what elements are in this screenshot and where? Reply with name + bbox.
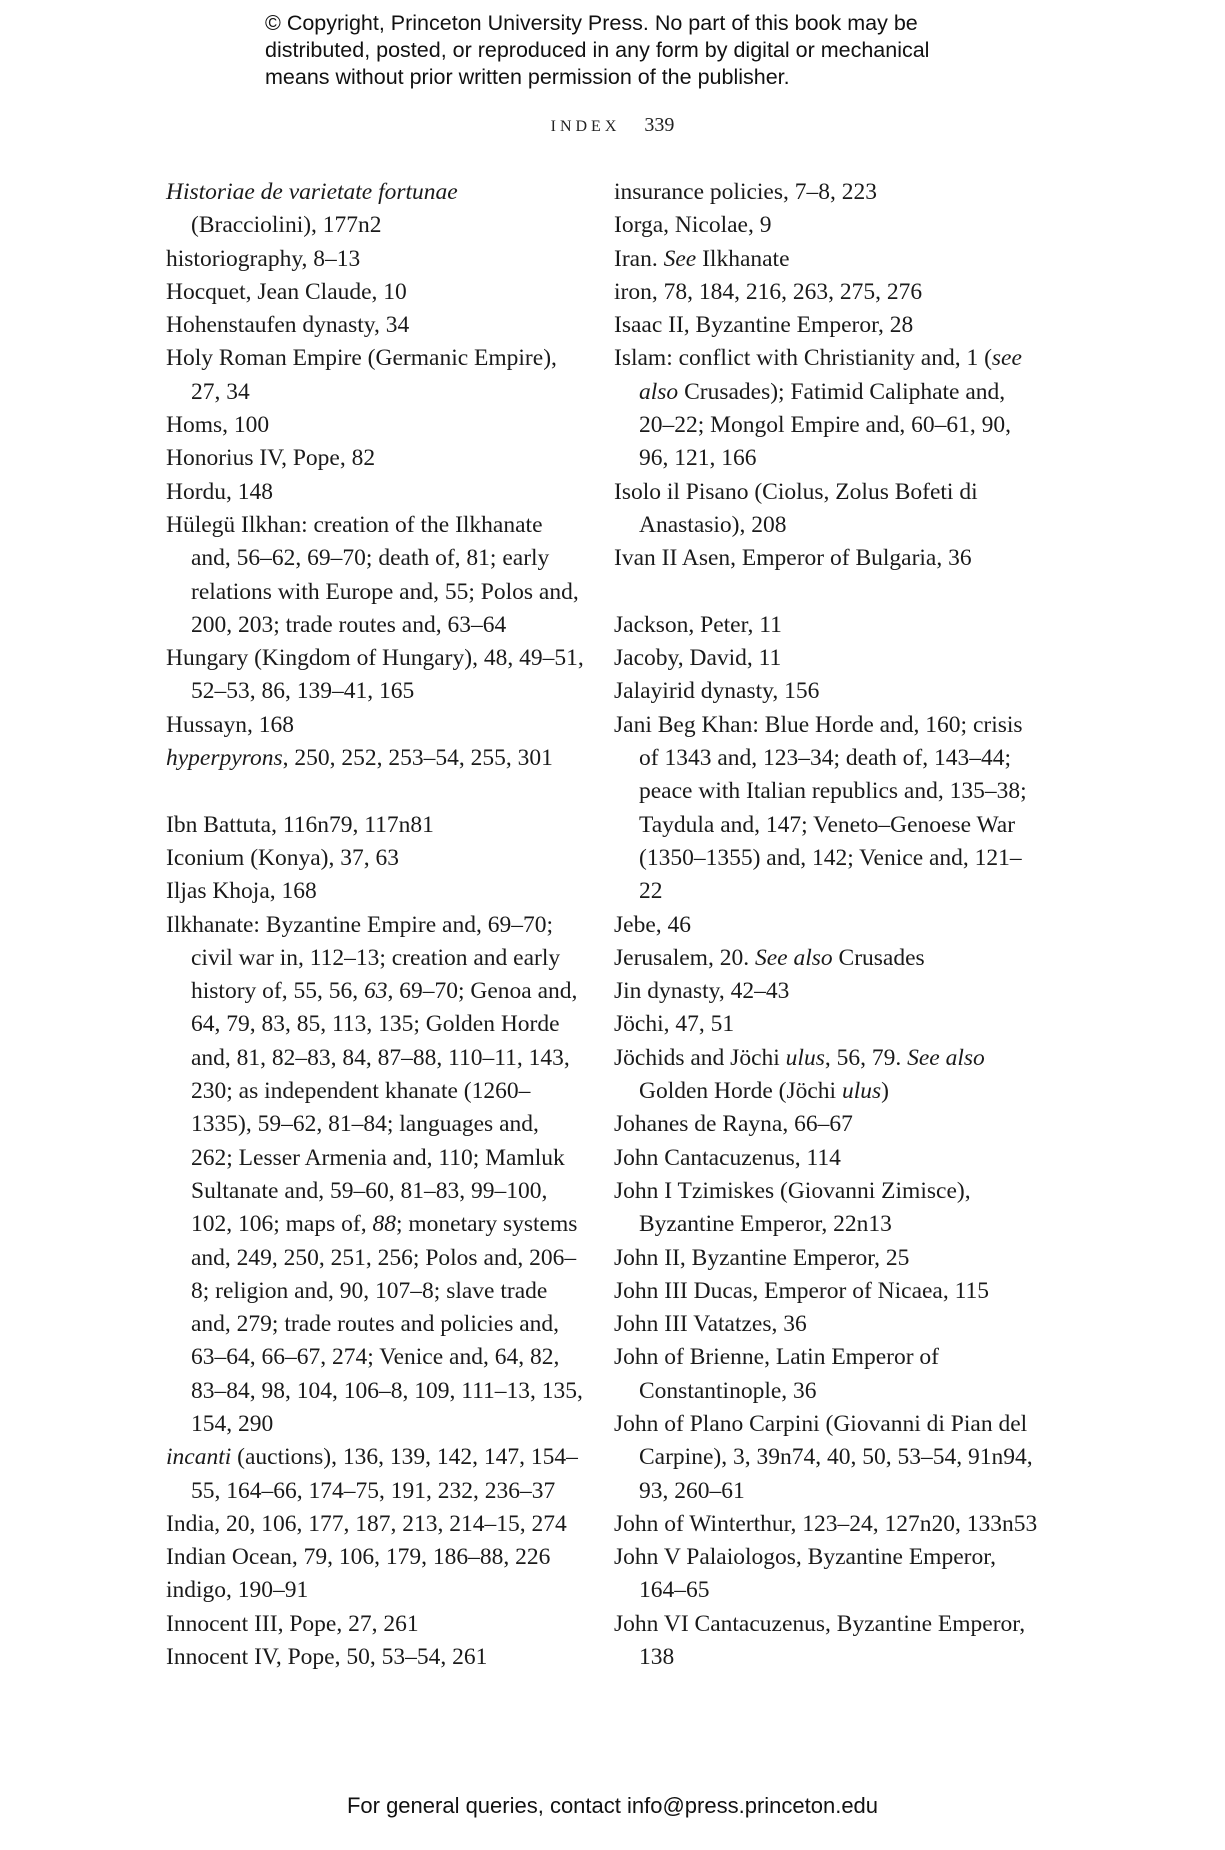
index-entry: Jerusalem, 20. See also Crusades (614, 944, 925, 971)
index-entry: iron, 78, 184, 216, 263, 275, 276 (614, 278, 923, 305)
section-gap (166, 775, 586, 808)
index-entry: Iorga, Nicolae, 9 (614, 212, 772, 239)
index-entry: Ibn Battuta, 116n79, 117n81 (166, 811, 434, 838)
index-entry: Jöchids and Jöchi ulus, 56, 79. See also Golden Horde (Jöchi ulus) (614, 1044, 985, 1105)
index-entry: India, 20, 106, 177, 187, 213, 214–15, 274 (166, 1510, 567, 1537)
index-entry: John of Plano Carpini (Giovanni di Pian del Carpine), 3, 39n74, 40, 50, 53–54, 91n94, 93, 260–61 (614, 1410, 1033, 1504)
index-entry: Hungary (Kingdom of Hungary), 48, 49–51, 52–53, 86, 139–41, 165 (166, 645, 584, 705)
index-entry: John of Brienne, Latin Emperor of Constantinople, 36 (614, 1344, 939, 1404)
index-entry: Ivan II Asen, Emperor of Bulgaria, 36 (614, 545, 972, 572)
index-entry: John Cantacuzenus, 114 (614, 1144, 841, 1171)
index-entry: Historiae de varietate fortunae (Bracciolini), 177n2 (166, 179, 458, 239)
page-number: 339 (644, 114, 675, 136)
index-entry: Jöchi, 47, 51 (614, 1011, 735, 1038)
copyright-line: © Copyright, Princeton University Press. No part of this book may be (265, 11, 918, 35)
index-entry: Jin dynasty, 42–43 (614, 978, 790, 1005)
index-entry: Hussayn, 168 (166, 711, 294, 738)
index-entry: insurance policies, 7–8, 223 (614, 179, 878, 205)
index-entry: Islam: conflict with Christianity and, 1 (see also Crusades); Fatimid Caliphate and, 20–22; Mongol Empire and, 60–61, 90, 96, 121, 166 (614, 345, 1022, 472)
index-entry: Iconium (Konya), 37, 63 (166, 844, 399, 871)
index-entry: Ilkhanate: Byzantine Empire and, 69–70; civil war in, 112–13; creation and early history of, 55, 56, 63, 69–70; Genoa and, 64, 79, 83, 85, 113, 135; Golden Horde and, 81, 82–83, 84, 87–88, 110–11, 143, 230; as independent khanate (1260–1335), 59–62, 81–84; languages and, 262; Lesser Armenia and, 110; Mamluk Sultanate and, 59–60, 81–83, 99–100, 102, 106; maps of, 88; monetary systems and, 249, 250, 251, 256; Polos and, 206–8; religion and, 90, 107–8; slave trade and, 279; trade routes and policies and, 63–64, 66–67, 274; Venice and, 64, 82, 83–84, 98, 104, 106–8, 109, 111–13, 135, 154, 290 (166, 911, 583, 1437)
index-entry: Innocent IV, Pope, 50, 53–54, 261 (166, 1644, 488, 1671)
index-entry: Honorius IV, Pope, 82 (166, 445, 376, 472)
copyright-notice (265, 10, 1025, 91)
running-head-label: INDEX (550, 118, 621, 135)
index-entry: historiography, 8–13 (166, 245, 361, 272)
index-entry: Isaac II, Byzantine Emperor, 28 (614, 312, 914, 339)
section-gap (614, 576, 1044, 609)
index-entry: Iljas Khoja, 168 (166, 878, 317, 905)
footer-contact: For general queries, contact info@press.princeton.edu (346, 1793, 879, 1818)
index-entry: John I Tzimiskes (Giovanni Zimisce), Byzantine Emperor, 22n13 (614, 1177, 971, 1238)
index-entry: Hordu, 148 (166, 478, 274, 505)
copyright-line: means without prior written permission of the publisher. (265, 65, 790, 89)
index-entry: Johanes de Rayna, 66–67 (614, 1111, 853, 1138)
index-entry: Jackson, Peter, 11 (614, 611, 782, 638)
index-entry: Holy Roman Empire (Germanic Empire), 27, 34 (166, 345, 557, 405)
running-head (0, 114, 1225, 137)
index-entry: Hocquet, Jean Claude, 10 (166, 278, 407, 305)
index-entry: incanti (auctions), 136, 139, 142, 147, 154–55, 164–66, 174–75, 191, 232, 236–37 (166, 1444, 578, 1504)
index-entry: Iran. See Ilkhanate (614, 245, 790, 272)
index-column-left (166, 176, 586, 1674)
index-entry: indigo, 190–91 (166, 1577, 309, 1604)
index-entry: Jani Beg Khan: Blue Horde and, 160; crisis of 1343 and, 123–34; death of, 143–44; peace with Italian republics and, 135–38; Taydula and, 147; Veneto–Genoese War (1350–1355) and, 142; Venice and, 121–22 (614, 711, 1027, 905)
index-entry: John III Ducas, Emperor of Nicaea, 115 (614, 1277, 989, 1304)
index-entry: Isolo il Pisano (Ciolus, Zolus Bofeti di Anastasio), 208 (614, 478, 978, 538)
index-entry: Homs, 100 (166, 412, 270, 439)
index-entry: John of Winterthur, 123–24, 127n20, 133n53 (614, 1510, 1038, 1537)
index-entry: Innocent III, Pope, 27, 261 (166, 1610, 419, 1637)
index-entry: Jacoby, David, 11 (614, 645, 782, 672)
index-entry: Indian Ocean, 79, 106, 179, 186–88, 226 (166, 1544, 551, 1571)
index-entry: John V Palaiologos, Byzantine Emperor, 164–65 (614, 1544, 996, 1604)
index-entry: Jalayirid dynasty, 156 (614, 678, 820, 705)
index-column-right (614, 176, 1044, 1674)
index-entry: John III Vatatzes, 36 (614, 1311, 807, 1338)
index-entry: Hülegü Ilkhan: creation of the Ilkhanate and, 56–62, 69–70; death of, 81; early relations with Europe and, 55; Polos and, 200, 203; trade routes and, 63–64 (166, 511, 579, 638)
index-entry: hyperpyrons, 250, 252, 253–54, 255, 301 (166, 745, 553, 772)
copyright-line: distributed, posted, or reproduced in any form by digital or mechanical (265, 38, 930, 62)
index-entry: John VI Cantacuzenus, Byzantine Emperor, 138 (614, 1610, 1026, 1671)
index-entry: Hohenstaufen dynasty, 34 (166, 312, 410, 339)
index-entry: John II, Byzantine Emperor, 25 (614, 1244, 910, 1271)
index-entry: Jebe, 46 (614, 911, 692, 938)
